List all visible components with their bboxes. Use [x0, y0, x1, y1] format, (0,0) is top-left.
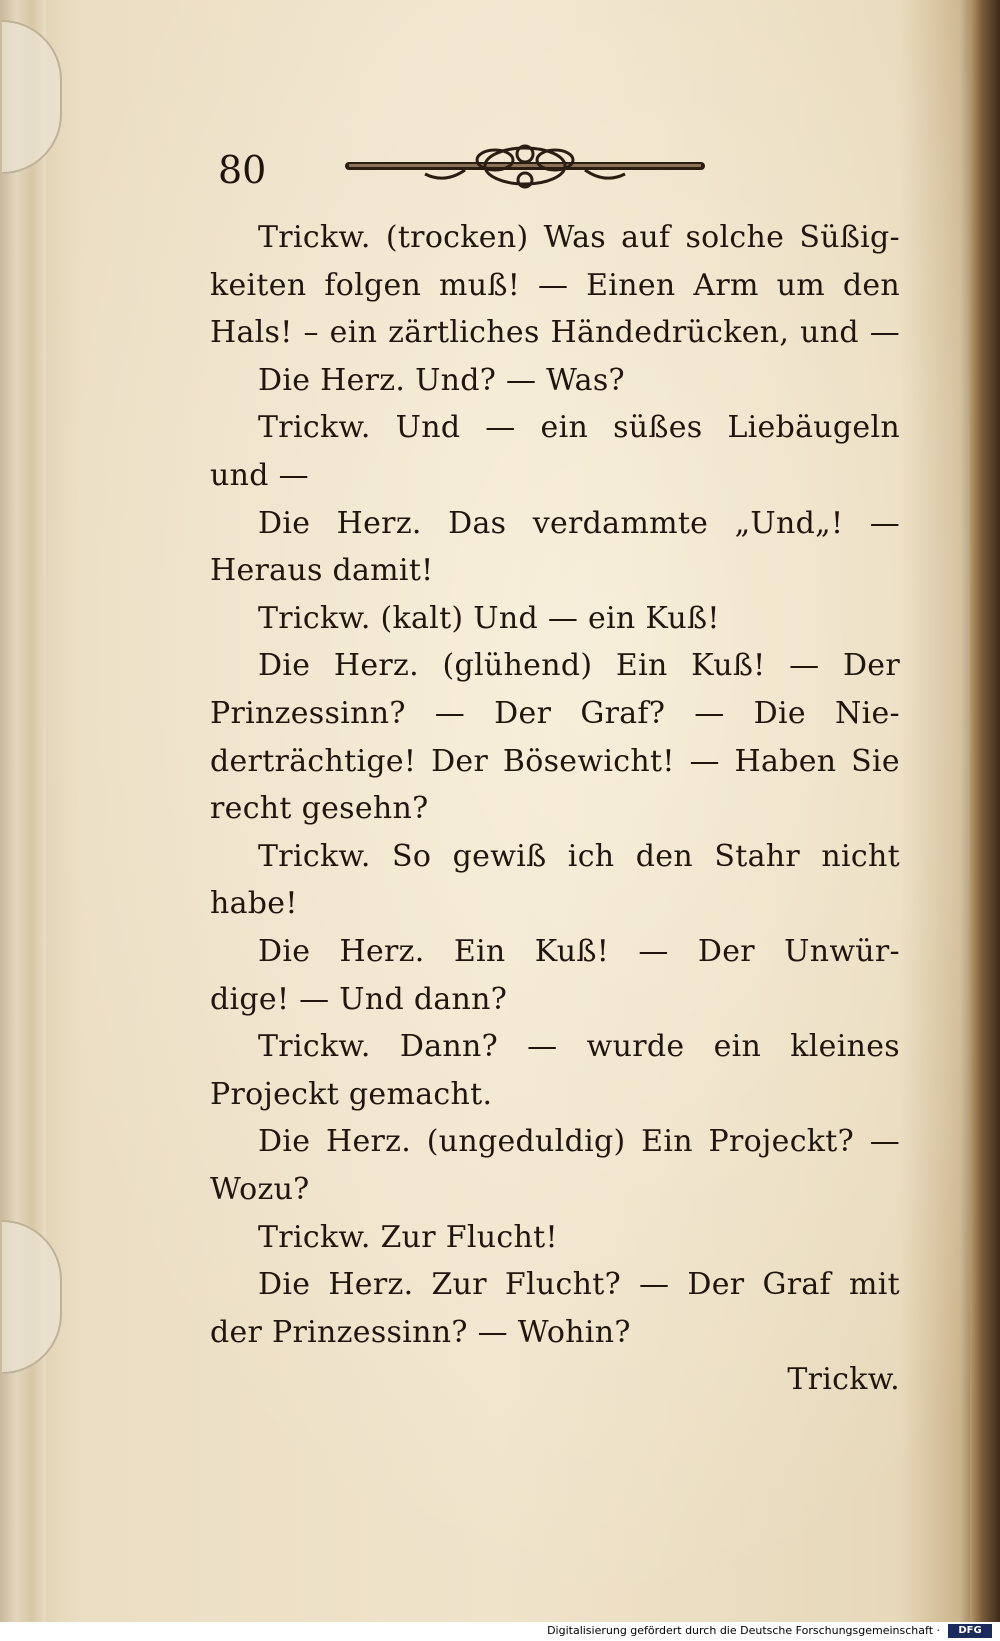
text-line: der Prinzessinn? — Wohin?: [210, 1315, 631, 1350]
text-line: habe!: [210, 886, 298, 921]
text-line: Wozu?: [210, 1172, 310, 1207]
dfg-logo: DFG: [948, 1624, 992, 1638]
text-line: Heraus damit!: [210, 553, 434, 588]
text-line: Trickw. So gewiß ich den Stahr nicht: [258, 839, 900, 874]
book-spine-edge: [970, 0, 1000, 1622]
clip-icon: [2, 20, 62, 174]
ribbon-ornament-icon: [345, 140, 705, 196]
page-number: 80: [218, 148, 267, 192]
text-line: Die Herz. (ungeduldig) Ein Projeckt? —: [258, 1124, 900, 1159]
text-line: Projeckt gemacht.: [210, 1077, 493, 1112]
page-header: [210, 140, 900, 200]
text-line: Trickw. Dann? — wurde ein kleines: [258, 1029, 900, 1064]
footer-bar: [0, 1622, 1000, 1641]
text-line: Die Herz. Ein Kuß! — Der Unwür-: [258, 934, 900, 969]
text-line: dige! — Und dann?: [210, 982, 508, 1017]
text-line: Die Herz. Das verdammte „Und„! —: [258, 506, 900, 541]
text-line: Trickw. Zur Flucht!: [258, 1220, 558, 1255]
text-line: keiten folgen muß! — Einen Arm um den: [210, 268, 900, 303]
text-line: Hals! – ein zärtliches Händedrücken, und —: [210, 315, 900, 350]
text-line: Die Herz. Und? — Was?: [258, 363, 625, 398]
text-line: Die Herz. Zur Flucht? — Der Graf mit: [258, 1267, 900, 1302]
text-line: Trickw. (trocken) Was auf solche Süßig-: [258, 220, 900, 255]
text-line: Prinzessinn? — Der Graf? — Die Nie-: [210, 696, 900, 731]
text-line: Trickw.: [787, 1362, 900, 1397]
left-page-edge: [0, 0, 46, 1622]
text-line: derträchtige! Der Bösewicht! — Haben Sie: [210, 744, 900, 779]
text-line: Trickw. (kalt) Und — ein Kuß!: [258, 601, 720, 636]
text-line: recht gesehn?: [210, 791, 429, 826]
text-line: Trickw. Und — ein süßes Liebäugeln: [258, 410, 900, 445]
text-line: Die Herz. (glühend) Ein Kuß! — Der: [258, 648, 900, 683]
clip-icon: [2, 1220, 62, 1374]
text-line: und —: [210, 458, 309, 493]
page-content: [210, 140, 900, 1470]
digitization-credit: Digitalisierung gefördert durch die Deutsche Forschungsgemeinschaft ·: [547, 1624, 940, 1637]
